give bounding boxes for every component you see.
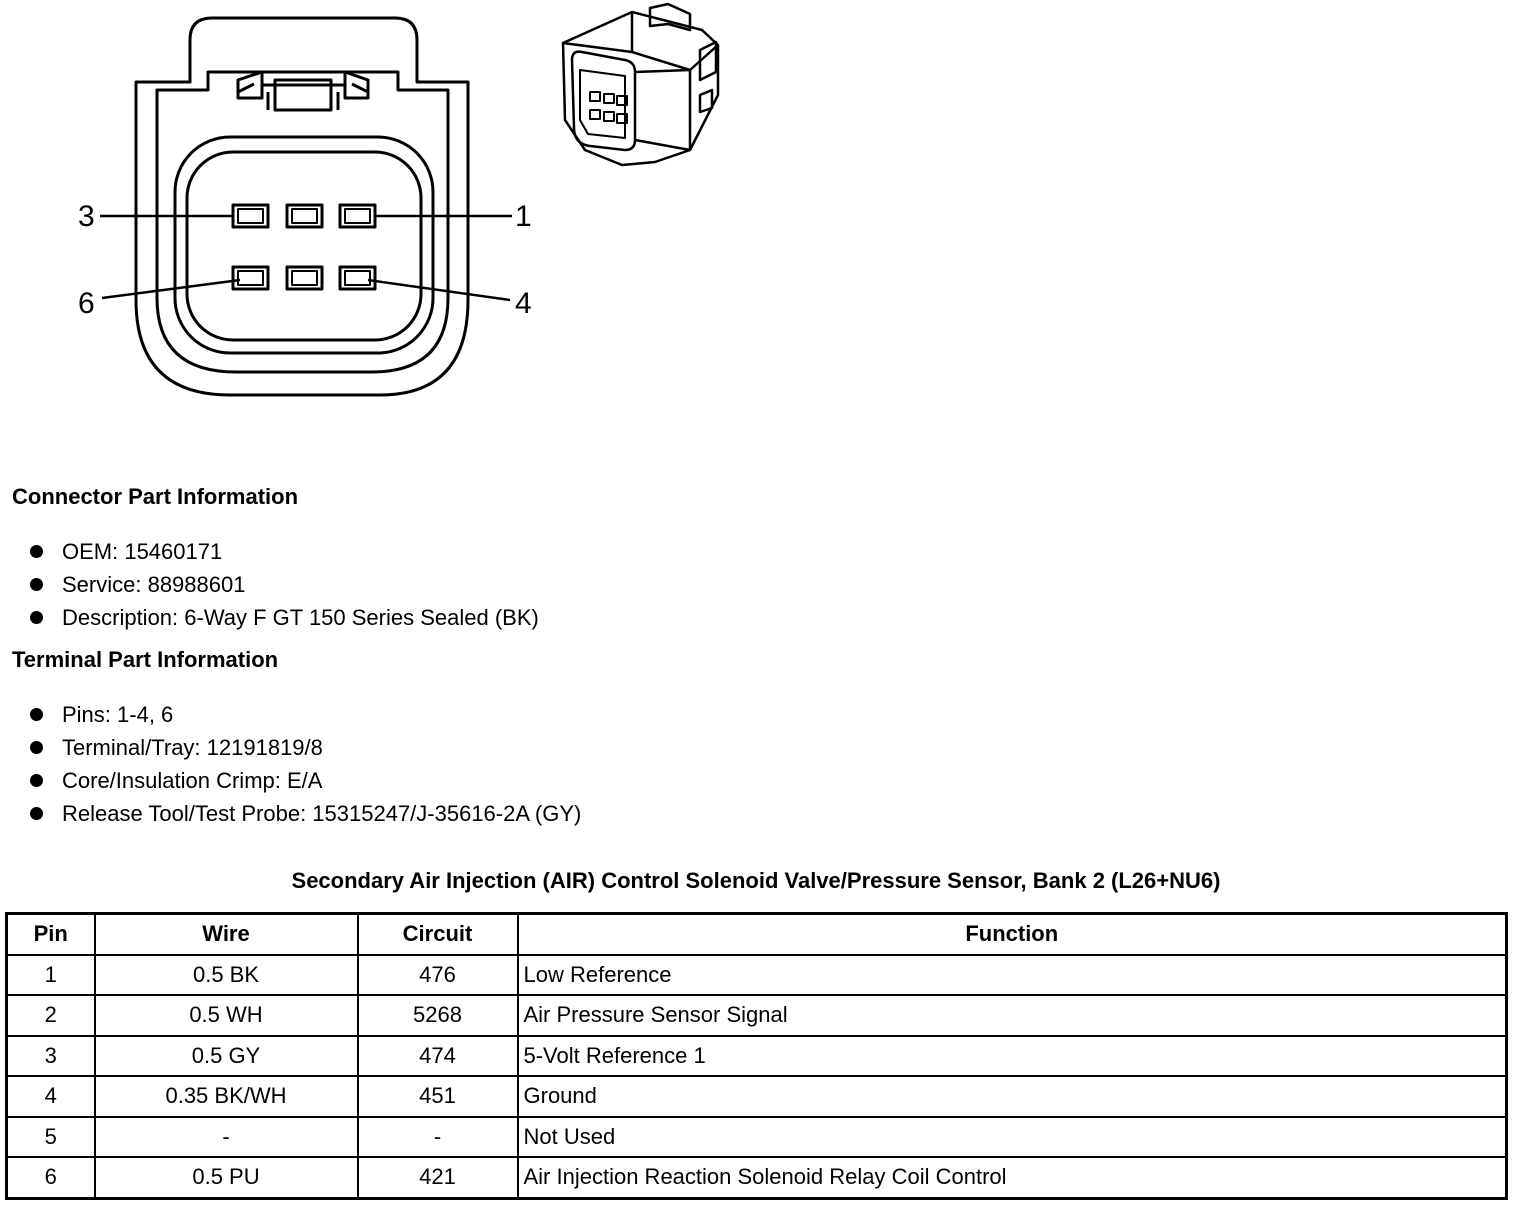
cell-circuit: 474 — [358, 1036, 518, 1077]
terminal-info-crimp: Core/Insulation Crimp: E/A — [30, 764, 581, 797]
cell-wire: 0.5 GY — [95, 1036, 358, 1077]
terminal-info-release-tool: Release Tool/Test Probe: 15315247/J-35616-2A (GY) — [30, 797, 581, 830]
pin-cavity-6 — [233, 267, 268, 289]
cell-function: Air Pressure Sensor Signal — [518, 995, 1507, 1036]
pin-callout-4: 4 — [515, 287, 532, 320]
pin-callout-6: 6 — [78, 287, 95, 320]
cell-function: Ground — [518, 1076, 1507, 1117]
terminal-info-list — [30, 698, 581, 830]
pin-cavity-5 — [287, 267, 322, 289]
terminal-info-pins: Pins: 1-4, 6 — [30, 698, 581, 731]
connector-info-oem: OEM: 15460171 — [30, 535, 539, 568]
connector-diagram — [0, 0, 760, 420]
terminal-info-title: Terminal Part Information — [12, 647, 279, 672]
table-row — [7, 955, 1507, 996]
cell-function: Low Reference — [518, 955, 1507, 996]
cell-pin: 4 — [7, 1076, 95, 1117]
connector-isometric-view — [563, 4, 718, 165]
pin-cavity-1 — [340, 205, 375, 227]
connector-seal-inner — [187, 152, 421, 340]
cell-function: Air Injection Reaction Solenoid Relay Coil Control — [518, 1157, 1507, 1198]
cell-wire: 0.5 PU — [95, 1157, 358, 1198]
connector-seal-outer — [175, 137, 433, 353]
terminal-info-terminal-tray: Terminal/Tray: 12191819/8 — [30, 731, 581, 764]
cell-wire: - — [95, 1117, 358, 1158]
cell-pin: 5 — [7, 1117, 95, 1158]
header-circuit: Circuit — [358, 914, 518, 955]
table-row — [7, 1036, 1507, 1077]
cell-wire: 0.35 BK/WH — [95, 1076, 358, 1117]
cell-function: Not Used — [518, 1117, 1507, 1158]
pinout-table — [5, 912, 1508, 1200]
cell-circuit: 421 — [358, 1157, 518, 1198]
cell-circuit: 5268 — [358, 995, 518, 1036]
pin-cavity-3 — [233, 205, 268, 227]
table-row — [7, 1076, 1507, 1117]
table-row — [7, 1157, 1507, 1198]
cell-pin: 3 — [7, 1036, 95, 1077]
connector-latch — [238, 72, 368, 110]
cell-circuit: 451 — [358, 1076, 518, 1117]
pin-cavity-4 — [340, 267, 375, 289]
table-row — [7, 1117, 1507, 1158]
leader-line-6 — [102, 280, 240, 298]
header-function: Function — [518, 914, 1507, 955]
cell-circuit: 476 — [358, 955, 518, 996]
table-row — [7, 995, 1507, 1036]
cell-circuit: - — [358, 1117, 518, 1158]
cell-wire: 0.5 WH — [95, 995, 358, 1036]
pin-cavity-2 — [287, 205, 322, 227]
table-header-row — [7, 914, 1507, 955]
pinout-table-title: Secondary Air Injection (AIR) Control Solenoid Valve/Pressure Sensor, Bank 2 (L26+NU6) — [291, 868, 1221, 893]
connector-info-service: Service: 88988601 — [30, 568, 539, 601]
header-wire: Wire — [95, 914, 358, 955]
pin-callout-1: 1 — [515, 200, 532, 233]
connector-info-list — [30, 535, 539, 634]
pin-callout-3: 3 — [78, 200, 95, 233]
cell-pin: 2 — [7, 995, 95, 1036]
connector-info-title: Connector Part Information — [12, 484, 299, 509]
cell-function: 5-Volt Reference 1 — [518, 1036, 1507, 1077]
cell-pin: 6 — [7, 1157, 95, 1198]
cell-pin: 1 — [7, 955, 95, 996]
leader-line-4 — [368, 280, 510, 300]
header-pin: Pin — [7, 914, 95, 955]
cell-wire: 0.5 BK — [95, 955, 358, 996]
connector-info-description: Description: 6-Way F GT 150 Series Sealed (BK) — [30, 601, 539, 634]
